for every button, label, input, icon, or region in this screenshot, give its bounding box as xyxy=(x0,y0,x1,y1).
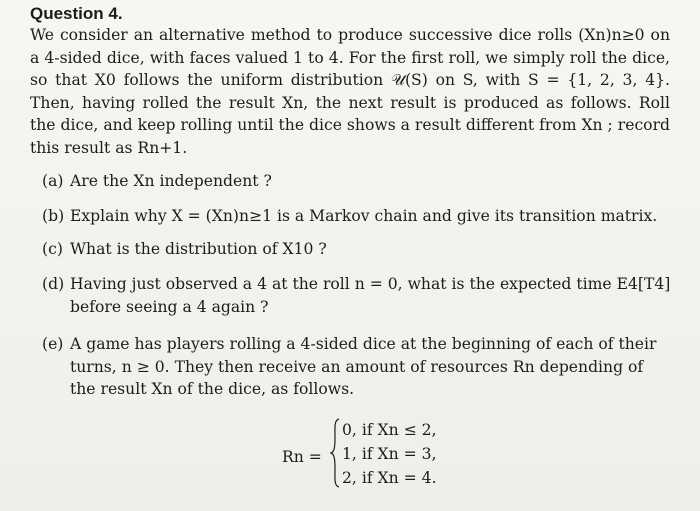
intro-line: a 4-sided dice, with faces valued 1 to 4. For the first roll, we simply roll the dice, xyxy=(30,48,670,67)
part-text-continued: the result Xn of the dice, as follows. xyxy=(70,380,355,398)
part-text-continued: turns, n ≥ 0. They then receive an amount of resources Rn depending of xyxy=(70,357,644,376)
intro-line: We consider an alternative method to produce successive dice rolls (Xn)n≥0 on xyxy=(30,26,670,44)
part-e xyxy=(42,333,656,401)
part-text: What is the distribution of X10 ? xyxy=(70,240,327,258)
intro-line: this result as Rn+1. xyxy=(30,138,188,157)
intro-line: Then, having rolled the result Xn, the next result is produced as follows. Roll xyxy=(30,93,670,112)
question-title: Question 4. xyxy=(30,4,123,23)
cases-rows xyxy=(342,418,437,490)
question-intro xyxy=(30,24,670,159)
case-row: 2, if Xn = 4. xyxy=(342,469,437,487)
case-row: 0, if Xn ≤ 2, xyxy=(342,421,437,439)
intro-line: the dice, and keep rolling until the dice shows a result different from Xn ; record xyxy=(30,116,670,134)
part-d xyxy=(42,273,670,318)
part-label: (c) xyxy=(42,240,63,258)
part-text: Are the Xn independent ? xyxy=(70,172,272,190)
part-text: Explain why X = (Xn)n≥1 is a Markov chain and give its transition matrix. xyxy=(70,207,658,225)
part-text: Having just observed a 4 at the roll n = 0, what is the expected time E4[T4] xyxy=(70,275,671,293)
part-label: (a) xyxy=(42,172,64,190)
part-c xyxy=(42,238,327,261)
intro-line: so that X0 follows the uniform distribution 𝒰(S) on S, with S = {1, 2, 3, 4}. xyxy=(30,71,670,89)
part-label: (d) xyxy=(42,275,65,293)
cases-lhs: Rn = xyxy=(282,448,322,466)
part-b xyxy=(42,205,657,228)
part-text: A game has players rolling a 4-sided dice at the beginning of each of their xyxy=(70,335,657,353)
part-label: (e) xyxy=(42,335,64,353)
part-label: (b) xyxy=(42,207,65,225)
left-brace-icon xyxy=(330,418,340,488)
part-text-continued: before seeing a 4 again ? xyxy=(70,297,269,316)
part-a xyxy=(42,170,272,193)
case-row: 1, if Xn = 3, xyxy=(342,445,437,463)
